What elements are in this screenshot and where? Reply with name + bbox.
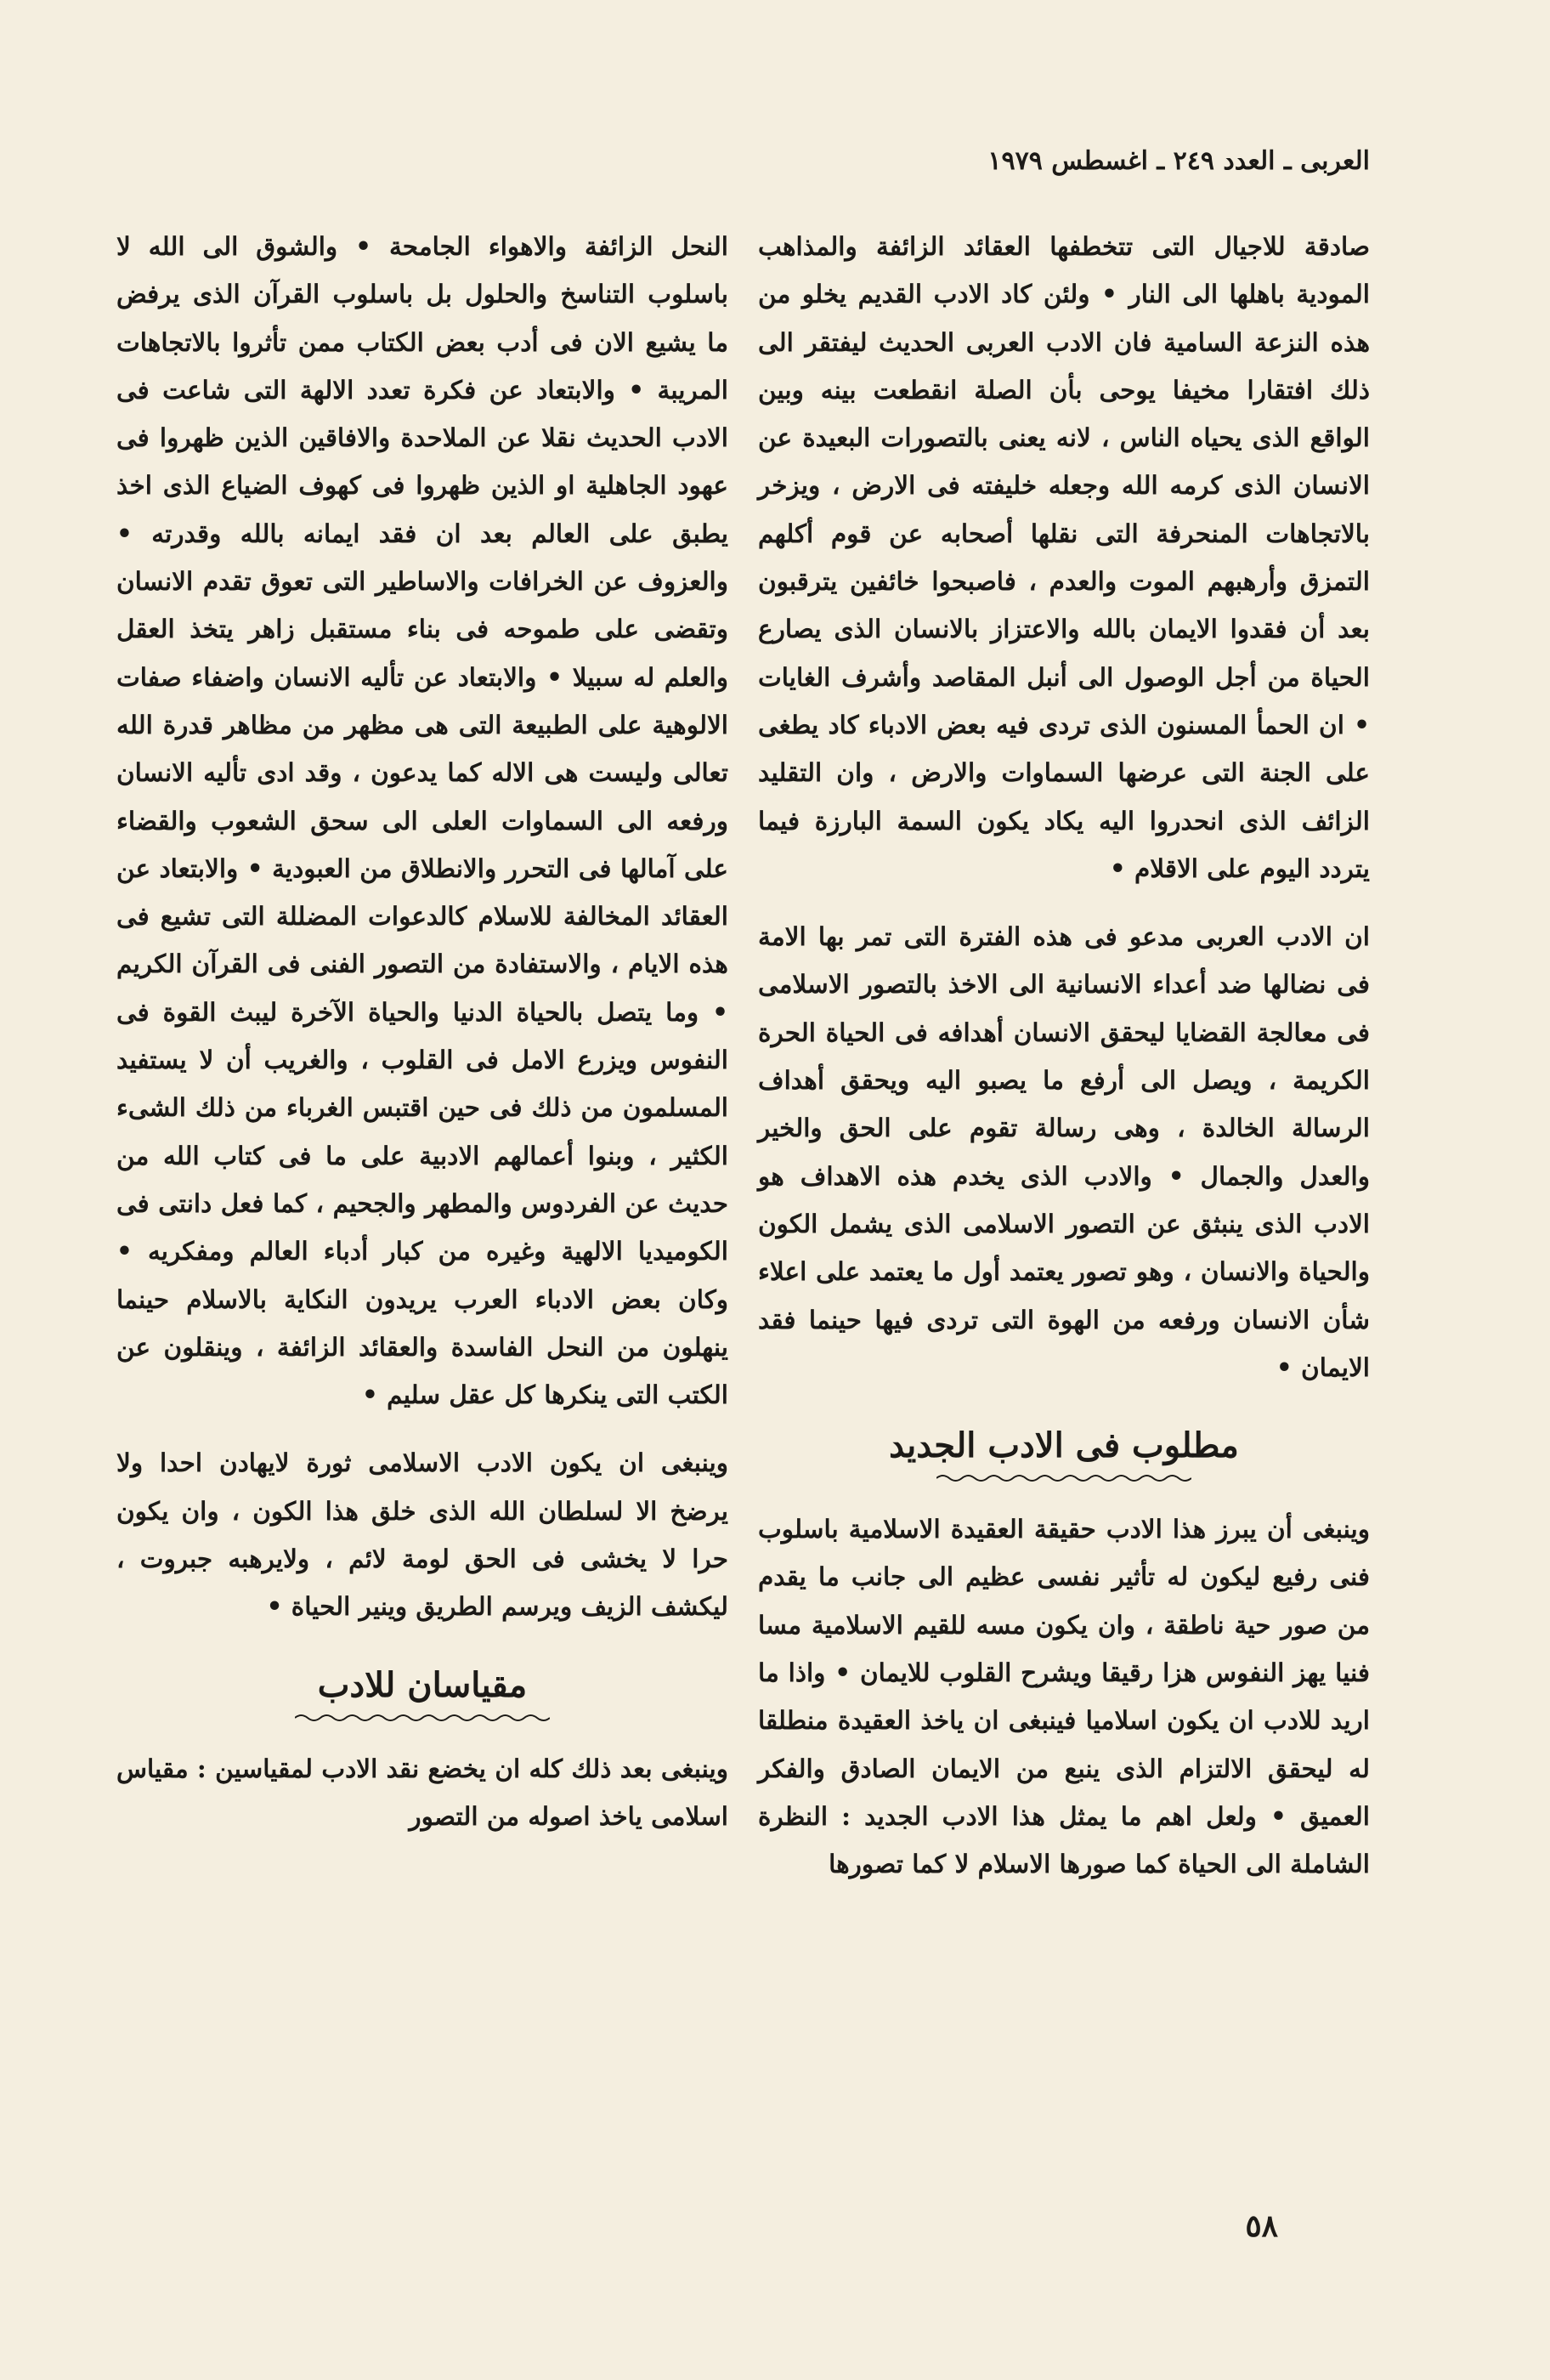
section-heading-text: مطلوب فى الادب الجديد bbox=[889, 1425, 1239, 1466]
section-heading bbox=[758, 1420, 1370, 1483]
paragraph: وينبغى بعد ذلك كله ان يخضع نقد الادب لمقياسين : مقياس اسلامى ياخذ اصوله من التصور bbox=[116, 1753, 728, 1831]
running-head: العربى ـ العدد ٢٤٩ ـ اغسطس ١٩٧٩ bbox=[987, 146, 1370, 176]
paragraph: صادقة للاجيال التى تتخطفها العقائد الزائفة والمذاهب المودية باهلها الى النار • ولئن كاد الادب القديم يخلو من هذه النزعة السامية فان الادب العربى الحديث ليفتقر الى ذلك افتقارا مخيفا يوحى بأن الصلة انقطعت بينه وبين الواقع الذى يحياه الناس ، لانه يعنى بالتصورات البعيدة عن الانسان الذى كرمه الله وجعله خليفته فى الارض ، ويزخر بالاتجاهات المنحرفة التى نقلها أصحابه عن قوم أكلهم التمزق وأرهبهم الموت والعدم ، فاصبحوا خائفين يترقبون بعد أن فقدوا الايمان بالله والاعتزاز بالانسان الذى يصارع الحياة من أجل الوصول الى أنبل المقاصد وأشرف الغايات • ان الحمأ المسنون الذى تردى فيه بعض الادباء كاد يطغى على الجنة التى عرضها السماوات والارض ، وان التقليد الزائف الذى انحدروا اليه يكاد يكون السمة البارزة فيما يتردد اليوم على الاقلام • bbox=[758, 231, 1370, 883]
paragraph: النحل الزائفة والاهواء الجامحة • والشوق الى الله لا باسلوب التناسخ والحلول بل باسلوب القرآن الذى يرفض ما يشيع الان فى أدب بعض الكتاب ممن تأثروا بالاتجاهات المريبة • والابتعاد عن فكرة تعدد الالهة التى شاعت فى الادب الحديث نقلا عن الملاحدة والافاقين الذين ظهروا فى عهود الجاهلية او الذين ظهروا فى كهوف الضياع الذى اخذ يطبق على العالم بعد ان فقد ايمانه بالله وقدرته • والعزوف عن الخرافات والاساطير التى تعوق تقدم الانسان وتقضى على طموحه فى بناء مستقبل زاهر يتخذ العقل والعلم له سبيلا • والابتعاد عن تأليه الانسان واضفاء صفات الالوهية على الطبيعة التى هى مظهر من مظاهر قدرة الله تعالى وليست هى الاله كما يدعون ، وقد ادى تأليه الانسان ورفعه الى السماوات العلى الى سحق الشعوب والقضاء على آمالها فى التحرر والانطلاق من العبودية • والابتعاد عن العقائد المخالفة للاسلام كالدعوات المضللة التى تشيع فى هذه الايام ، والاستفادة من التصور الفنى فى القرآن الكريم • وما يتصل بالحياة الدنيا والحياة الآخرة ليبث القوة فى النفوس ويزرع الامل فى القلوب ، والغريب أن لا يستفيد المسلمون من ذلك فى حين اقتبس الغرباء من ذلك الشىء الكثير ، وبنوا أعمالهم الادبية على ما فى كتاب الله من حديث عن الفردوس والمطهر والجحيم ، كما فعل دانتى فى الكوميديا الالهية وغيره من كبار أدباء العالم ومفكريه • وكان بعض الادباء العرب يريدون النكاية بالاسلام حينما ينهلون من النحل الفاسدة والعقائد الزائفة ، وينقلون عن الكتب التى ينكرها كل عقل سليم • bbox=[116, 231, 728, 1410]
wavy-underline-icon bbox=[295, 1713, 550, 1723]
right-column bbox=[758, 223, 1370, 1889]
page-number: ٥٨ bbox=[1245, 2208, 1278, 2244]
paragraph: ان الادب العربى مدعو فى هذه الفترة التى تمر بها الامة فى نضالها ضد أعداء الانسانية الى الاخذ بالتصور الاسلامى فى معالجة القضايا ليحقق الانسان أهدافه فى الحياة الحرة الكريمة ، ويصل الى أرفع ما يصبو اليه ويحقق أهداف الرسالة الخالدة ، وهى رسالة تقوم على الحق والخير والعدل والجمال • والادب الذى يخدم هذه الاهداف هو الادب الذى ينبثق عن التصور الاسلامى الذى يشمل الكون والحياة والانسان ، وهو تصور يعتمد أول ما يعتمد على اعلاء شأن الانسان ورفعه من الهوة التى تردى فيها حينما فقد الايمان • bbox=[758, 921, 1370, 1382]
section-heading-text: مقياسان للادب bbox=[317, 1664, 528, 1705]
left-column bbox=[116, 223, 728, 1840]
section-heading bbox=[116, 1660, 728, 1723]
paragraph: وينبغى ان يكون الادب الاسلامى ثورة لايهادن احدا ولا يرضخ الا لسلطان الله الذى خلق هذا الكون ، وان يكون حرا لا يخشى فى الحق لومة لائم ، ولايرهبه جبروت ، ليكشف الزيف ويرسم الطريق وينير الحياة • bbox=[116, 1448, 728, 1622]
paragraph: وينبغى أن يبرز هذا الادب حقيقة العقيدة الاسلامية باسلوب فنى رفيع ليكون له تأثير نفسى عظيم الى جانب ما يقدم من صور حية ناطقة ، وان يكون مسه للقيم الاسلامية مسا فنيا يهز النفوس هزا رقيقا ويشرح القلوب للايمان • واذا ما اريد للادب ان يكون اسلاميا فينبغى ان ياخذ العقيدة منطلقا له ليحقق الالتزام الذى ينبع من الايمان الصادق والفكر العميق • ولعل اهم ما يمثل هذا الادب الجديد : النظرة الشاملة الى الحياة كما صورها الاسلام لا كما تصورها bbox=[758, 1514, 1370, 1879]
wavy-underline-icon bbox=[936, 1473, 1191, 1483]
